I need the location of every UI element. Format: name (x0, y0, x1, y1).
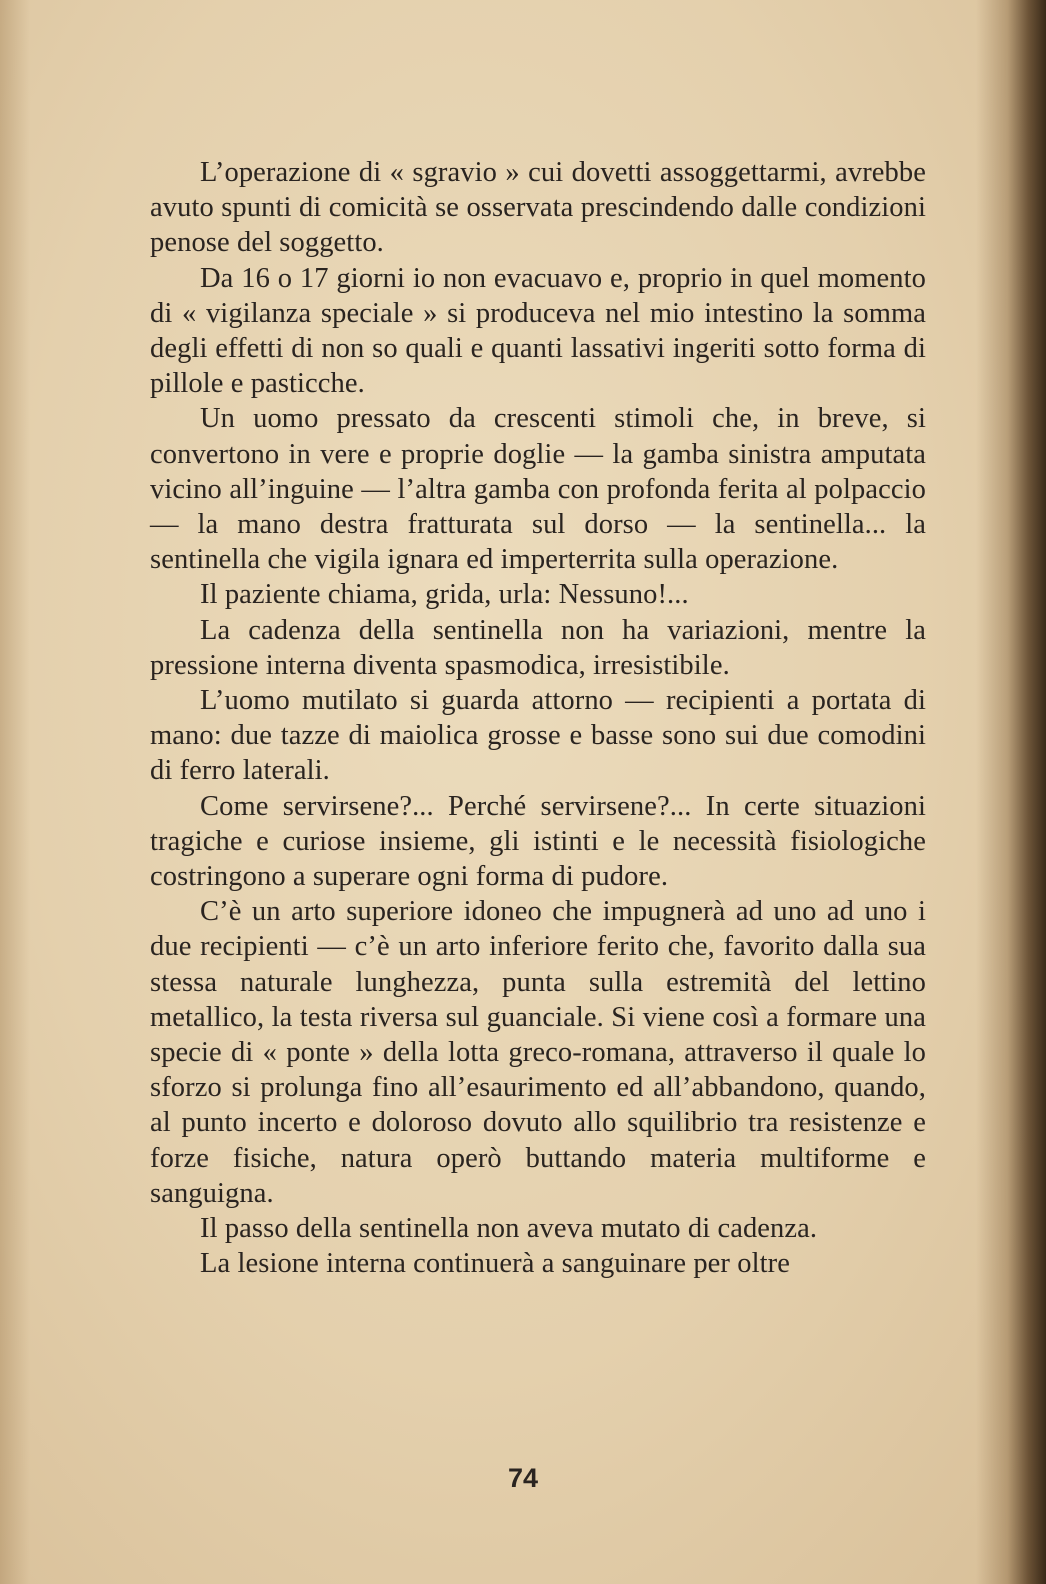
page-edge-shading (0, 0, 30, 1584)
paragraph: La cadenza della sentinella non ha variazioni, mentre la pressione interna diventa spasmodica, irresistibile. (150, 614, 926, 681)
paragraph: Da 16 o 17 giorni io non evacuavo e, proprio in quel momento di « vigilanza speciale » si produceva nel mio intestino la somma degli effetti di non so quali e quanti lassativi ingeriti sotto forma di pillole e pasticche. (150, 262, 926, 400)
spine-shadow (976, 0, 1046, 1584)
paragraph: Un uomo pressato da crescenti stimoli che, in breve, si convertono in vere e proprie doglie — la gamba sinistra amputata vicino all’inguine — l’altra gamba con profonda ferita al polpaccio — la mano destra fratturata sul dorso — la sentinella... la sentinella che vigila ignara ed imperterrita sulla operazione. (150, 403, 926, 576)
paragraph: Il paziente chiama, grida, urla: Nessuno!... (200, 579, 689, 611)
paragraph: L’operazione di « sgravio » cui dovetti assoggettarmi, avrebbe avuto spunti di comicità se osservata prescindendo dalle condizioni penose del soggetto. (150, 157, 926, 259)
paragraph: La lesione interna continuerà a sanguinare per oltre (200, 1248, 790, 1280)
paragraph: Il passo della sentinella non aveva mutato di cadenza. (200, 1213, 818, 1245)
paragraph: C’è un arto superiore idoneo che impugnerà ad uno ad uno i due recipienti — c’è un arto inferiore ferito che, favorito dalla sua stessa naturale lunghezza, punta sulla estremità del lettino metallico, la testa riversa sul guanciale. Si viene così a formare una specie di « ponte » della lotta greco-romana, attraverso il quale lo sforzo si prolunga fino all’esaurimento ed all’abbandono, quando, al punto incerto e doloroso dovuto allo squilibrio tra resistenze e forze fisiche, natura operò buttando materia multiforme e sanguigna. (150, 896, 926, 1209)
paragraph: L’uomo mutilato si guarda attorno — recipienti a portata di mano: due tazze di maiolica grosse e basse sono sui due comodini di ferro laterali. (150, 685, 926, 787)
page-number: 74 (507, 1463, 539, 1493)
paragraph: Come servirsene?... Perché servirsene?... In certe situazioni tragiche e curiose insieme, gli istinti e le necessità fisiologiche costringono a superare ogni forma di pudore. (150, 790, 926, 893)
body-text (150, 155, 926, 1282)
